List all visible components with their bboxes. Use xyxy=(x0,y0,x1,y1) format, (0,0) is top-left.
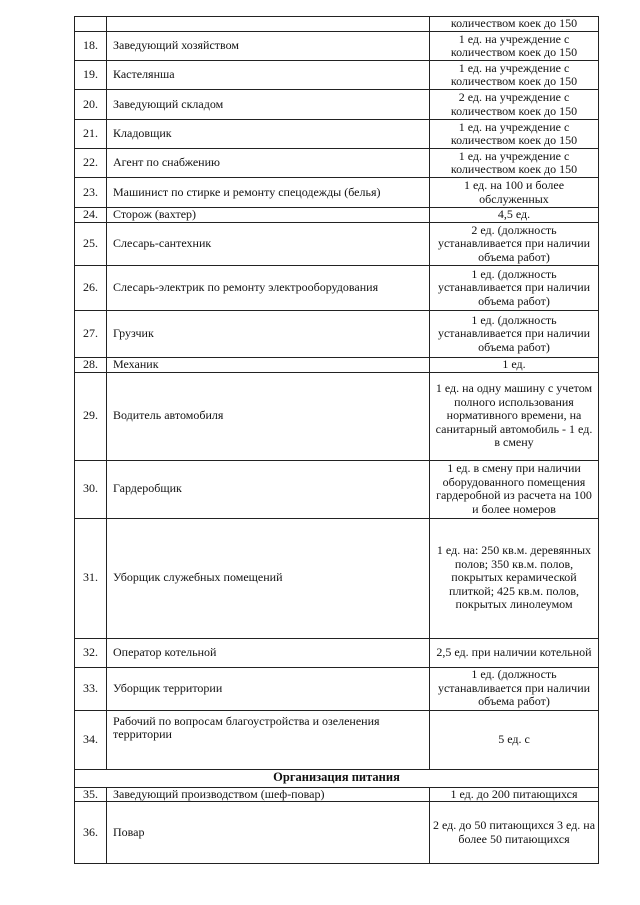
staff-norm: 1 ед. (должность устанавливается при наличии объема работ) xyxy=(430,311,599,358)
table-row xyxy=(75,266,599,311)
staff-norm: количеством коек до 150 xyxy=(430,17,599,32)
staff-norm: 1 ед. (должность устанавливается при наличии объема работ) xyxy=(430,667,599,710)
table-row xyxy=(75,638,599,667)
row-number: 19. xyxy=(75,61,107,90)
row-number: 30. xyxy=(75,460,107,518)
position-name: Кладовщик xyxy=(107,120,430,149)
row-number: 18. xyxy=(75,32,107,61)
section-title: Организация питания xyxy=(75,769,599,787)
table-row xyxy=(75,787,599,802)
position-name: Заведующий складом xyxy=(107,90,430,120)
position-name: Сторож (вахтер) xyxy=(107,208,430,223)
table-row xyxy=(75,372,599,460)
staffing-table xyxy=(74,16,599,864)
row-number: 22. xyxy=(75,149,107,178)
position-name: Слесарь-электрик по ремонту электрооборудования xyxy=(107,266,430,311)
row-number: 36. xyxy=(75,802,107,864)
table-row xyxy=(75,61,599,90)
row-number: 28. xyxy=(75,358,107,373)
table-row xyxy=(75,667,599,710)
position-name: Рабочий по вопросам благоустройства и озеленения территории xyxy=(107,710,430,769)
staff-norm: 5 ед. с xyxy=(430,710,599,769)
position-name: Оператор котельной xyxy=(107,638,430,667)
staff-norm: 2 ед. до 50 питающихся 3 ед. на более 50 питающихся xyxy=(430,802,599,864)
staff-norm: 1 ед. на 100 и более обслуженных xyxy=(430,178,599,208)
staff-norm: 1 ед. на учреждение с количеством коек до 150 xyxy=(430,120,599,149)
position-name: Заведующий производством (шеф-повар) xyxy=(107,787,430,802)
staff-norm: 1 ед. в смену при наличии оборудованного помещения гардеробной из расчета на 100 и более номеров xyxy=(430,460,599,518)
staff-norm: 4,5 ед. xyxy=(430,208,599,223)
staff-norm: 2 ед. на учреждение с количеством коек до 150 xyxy=(430,90,599,120)
table-row xyxy=(75,149,599,178)
row-number: 24. xyxy=(75,208,107,223)
table-row xyxy=(75,208,599,223)
position-name: Уборщик территории xyxy=(107,667,430,710)
table-row xyxy=(75,17,599,32)
table-row xyxy=(75,358,599,373)
staff-norm: 1 ед. на учреждение с количеством коек до 150 xyxy=(430,32,599,61)
staff-norm: 2,5 ед. при наличии котельной xyxy=(430,638,599,667)
staff-norm: 2 ед. (должность устанавливается при наличии объема работ) xyxy=(430,223,599,266)
row-number: 21. xyxy=(75,120,107,149)
table-row xyxy=(75,223,599,266)
position-name xyxy=(107,17,430,32)
position-name: Грузчик xyxy=(107,311,430,358)
row-number: 32. xyxy=(75,638,107,667)
table-row xyxy=(75,32,599,61)
table-row xyxy=(75,178,599,208)
row-number: 27. xyxy=(75,311,107,358)
position-name: Уборщик служебных помещений xyxy=(107,518,430,638)
position-name: Машинист по стирке и ремонту спецодежды (белья) xyxy=(107,178,430,208)
position-name: Заведующий хозяйством xyxy=(107,32,430,61)
table-row xyxy=(75,518,599,638)
position-name: Кастелянша xyxy=(107,61,430,90)
position-name: Слесарь-сантехник xyxy=(107,223,430,266)
row-number: 25. xyxy=(75,223,107,266)
row-number: 29. xyxy=(75,372,107,460)
staff-norm: 1 ед. на одну машину с учетом полного использования нормативного времени, на санитарный автомобиль - 1 ед. в смену xyxy=(430,372,599,460)
section-row xyxy=(75,769,599,787)
row-number xyxy=(75,17,107,32)
row-number: 33. xyxy=(75,667,107,710)
table-row xyxy=(75,120,599,149)
table-row xyxy=(75,90,599,120)
staff-norm: 1 ед. на учреждение с количеством коек до 150 xyxy=(430,149,599,178)
table-row xyxy=(75,710,599,769)
row-number: 34. xyxy=(75,710,107,769)
staff-norm: 1 ед. на: 250 кв.м. деревянных полов; 350 кв.м. полов, покрытых керамической плиткой; 425 кв.м. полов, покрытых линолеумом xyxy=(430,518,599,638)
position-name: Водитель автомобиля xyxy=(107,372,430,460)
row-number: 23. xyxy=(75,178,107,208)
row-number: 35. xyxy=(75,787,107,802)
row-number: 26. xyxy=(75,266,107,311)
staff-norm: 1 ед. xyxy=(430,358,599,373)
row-number: 31. xyxy=(75,518,107,638)
staff-norm: 1 ед. (должность устанавливается при наличии объема работ) xyxy=(430,266,599,311)
staff-norm: 1 ед. до 200 питающихся xyxy=(430,787,599,802)
table-row xyxy=(75,460,599,518)
table-row xyxy=(75,802,599,864)
table-row xyxy=(75,311,599,358)
position-name: Повар xyxy=(107,802,430,864)
position-name: Гардеробщик xyxy=(107,460,430,518)
position-name: Механик xyxy=(107,358,430,373)
staff-norm: 1 ед. на учреждение с количеством коек до 150 xyxy=(430,61,599,90)
position-name: Агент по снабжению xyxy=(107,149,430,178)
row-number: 20. xyxy=(75,90,107,120)
